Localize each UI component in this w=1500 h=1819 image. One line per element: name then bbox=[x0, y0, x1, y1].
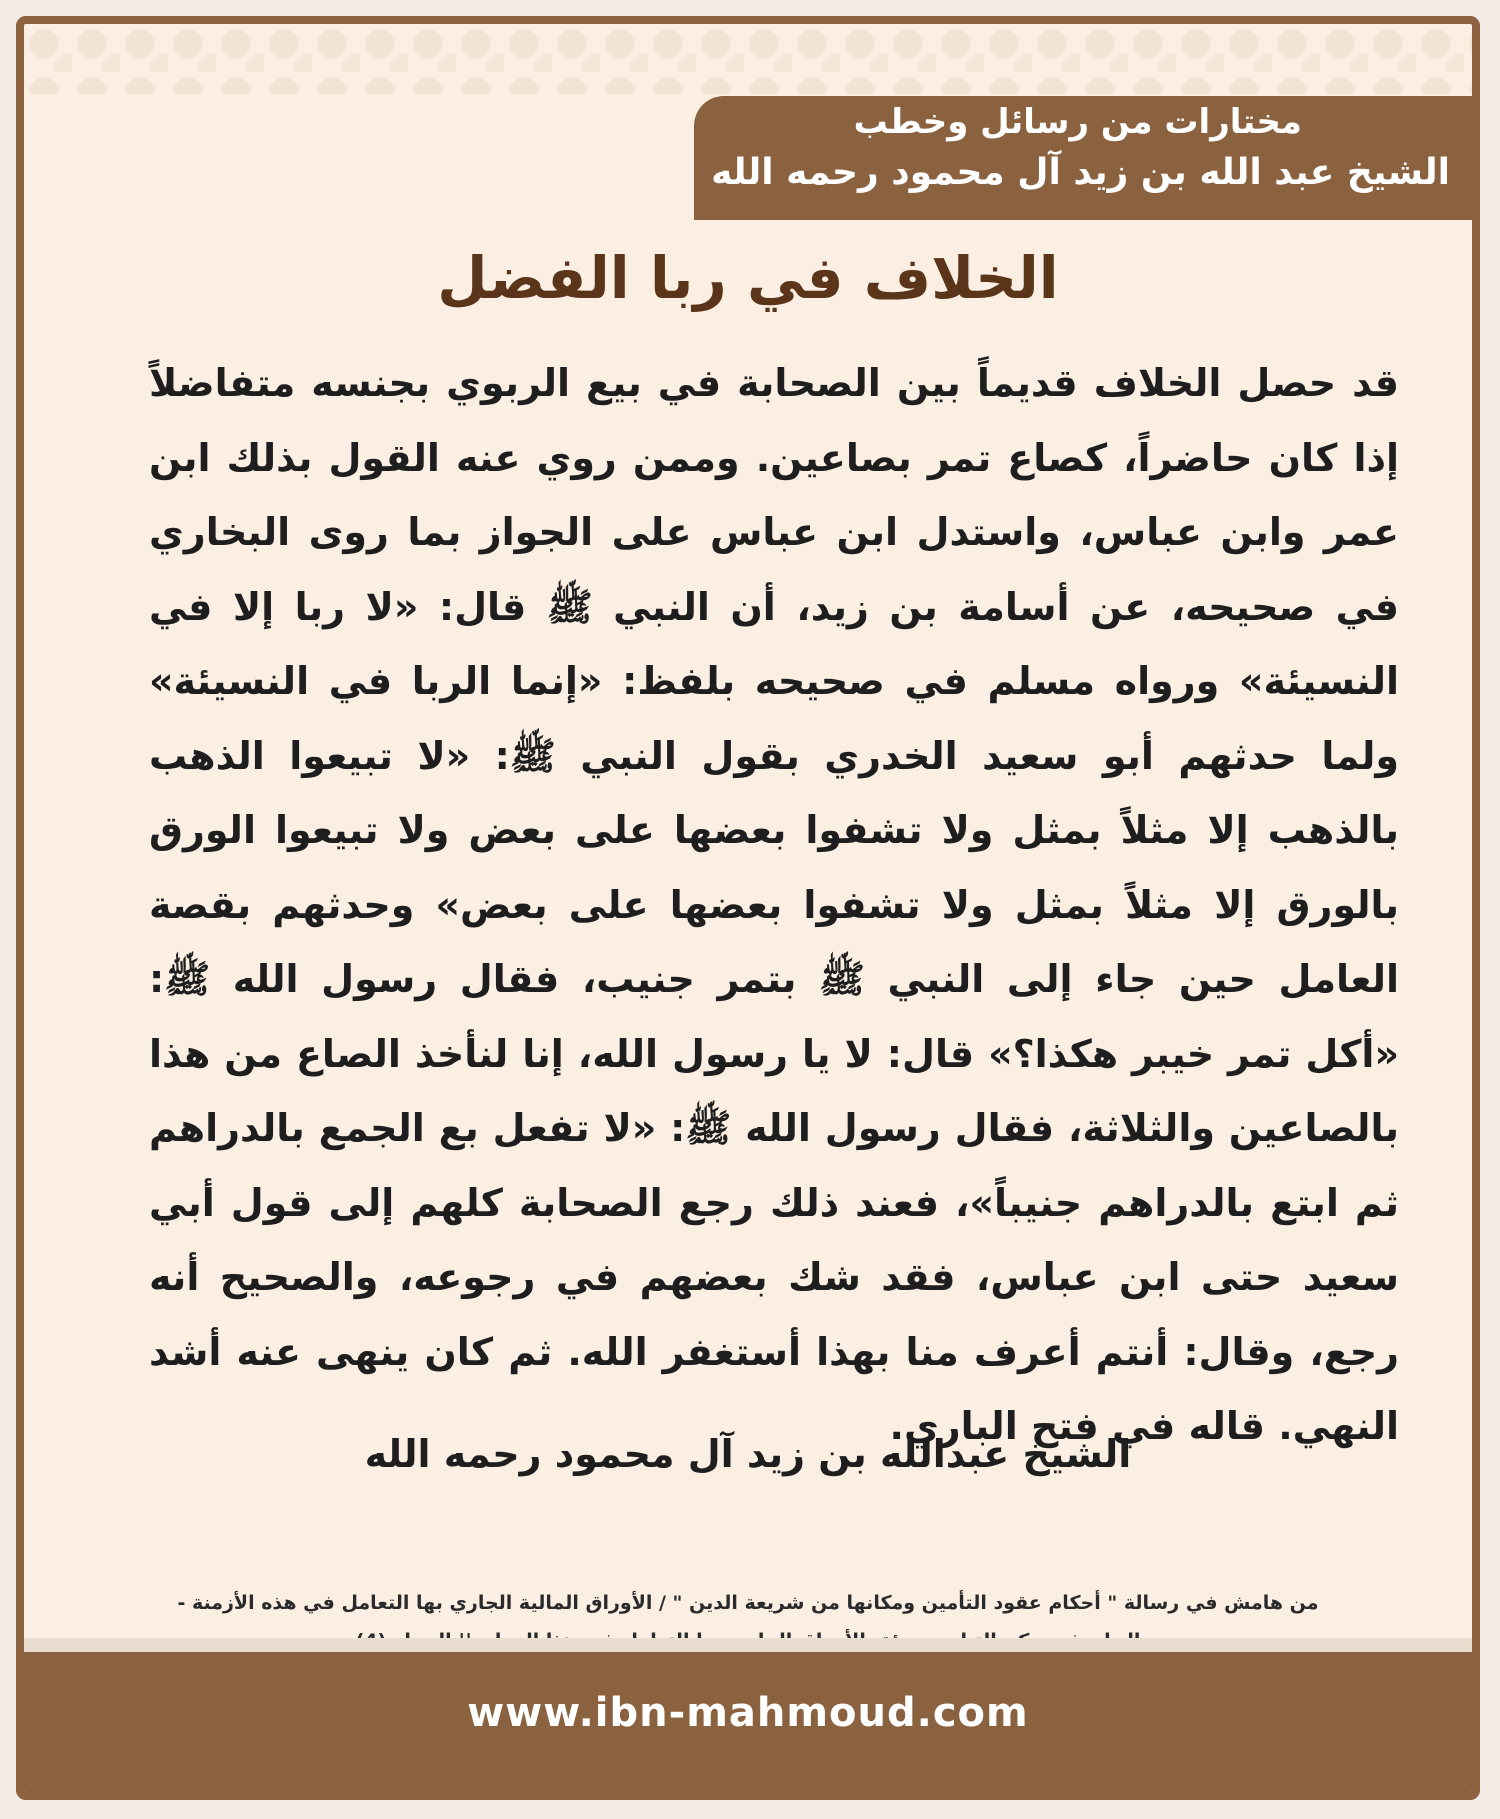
article-body: قد حصل الخلاف قديماً بين الصحابة في بيع الربوي بجنسه متفاضلاً إذا كان حاضراً، كصاع تمر بصاعين. وممن روي عنه القول بذلك ابن عمر وابن عباس، واستدل ابن عباس على الجواز بما روى البخاري في صحيحه، عن أسامة بن زيد، أن النبي ﷺ قال: «لا ربا إلا في النسيئة» ورواه مسلم في صحيحه بلفظ: «إنما الربا في النسيئة» ولما حدثهم أبو سعيد الخدري بقول النبي ﷺ: «لا تبيعوا الذهب بالذهب إلا مثلاً بمثل ولا تشفوا بعضها على بعض ولا تبيعوا الورق بالورق إلا مثلاً بمثل ولا تشفوا بعضها على بعض» وحدثهم بقصة العامل حين جاء إلى النبي ﷺ بتمر جنيب، فقال رسول الله ﷺ: «أكل تمر خيبر هكذا؟» قال: لا يا رسول الله، إنا لنأخذ الصاع من هذا بالصاعين والثلاثة، فقال رسول الله ﷺ: «لا تفعل بع الجمع بالدراهم ثم ابتع بالدراهم جنيباً»، فعند ذلك رجع الصحابة كلهم إلى قول أبي سعيد حتى ابن عباس، فقد شك بعضهم في رجوعه، والصحيح أنه رجع، وقال: أنتم أعرف منا بهذا أستغفر الله. ثم كان ينهى عنه أشد النهي. قاله في فتح الباري. bbox=[149, 361, 1399, 1448]
footer-banner bbox=[24, 1638, 1472, 1792]
header-author-name: الشيخ عبد الله بن زيد آل محمود رحمه الله bbox=[711, 152, 1450, 193]
decorative-pattern bbox=[24, 24, 1472, 94]
author-signature: الشيخ عبدالله بن زيد آل محمود رحمه الله bbox=[364, 1432, 1132, 1476]
header-banner bbox=[694, 96, 1472, 220]
article-title: الخلاف في ربا الفضل bbox=[437, 244, 1059, 312]
footnote-line-1: من هامش في رسالة " أحكام عقود التأمين ومكانها من شريعة الدين " / الأوراق المالية الجاري بها التعامل في هذه الأزمنة - bbox=[177, 1592, 1319, 1614]
page-frame bbox=[16, 16, 1480, 1800]
website-link[interactable]: www.ibn-mahmoud.com bbox=[467, 1690, 1029, 1736]
header-series-title: مختارات من رسائل وخطب bbox=[853, 102, 1302, 142]
